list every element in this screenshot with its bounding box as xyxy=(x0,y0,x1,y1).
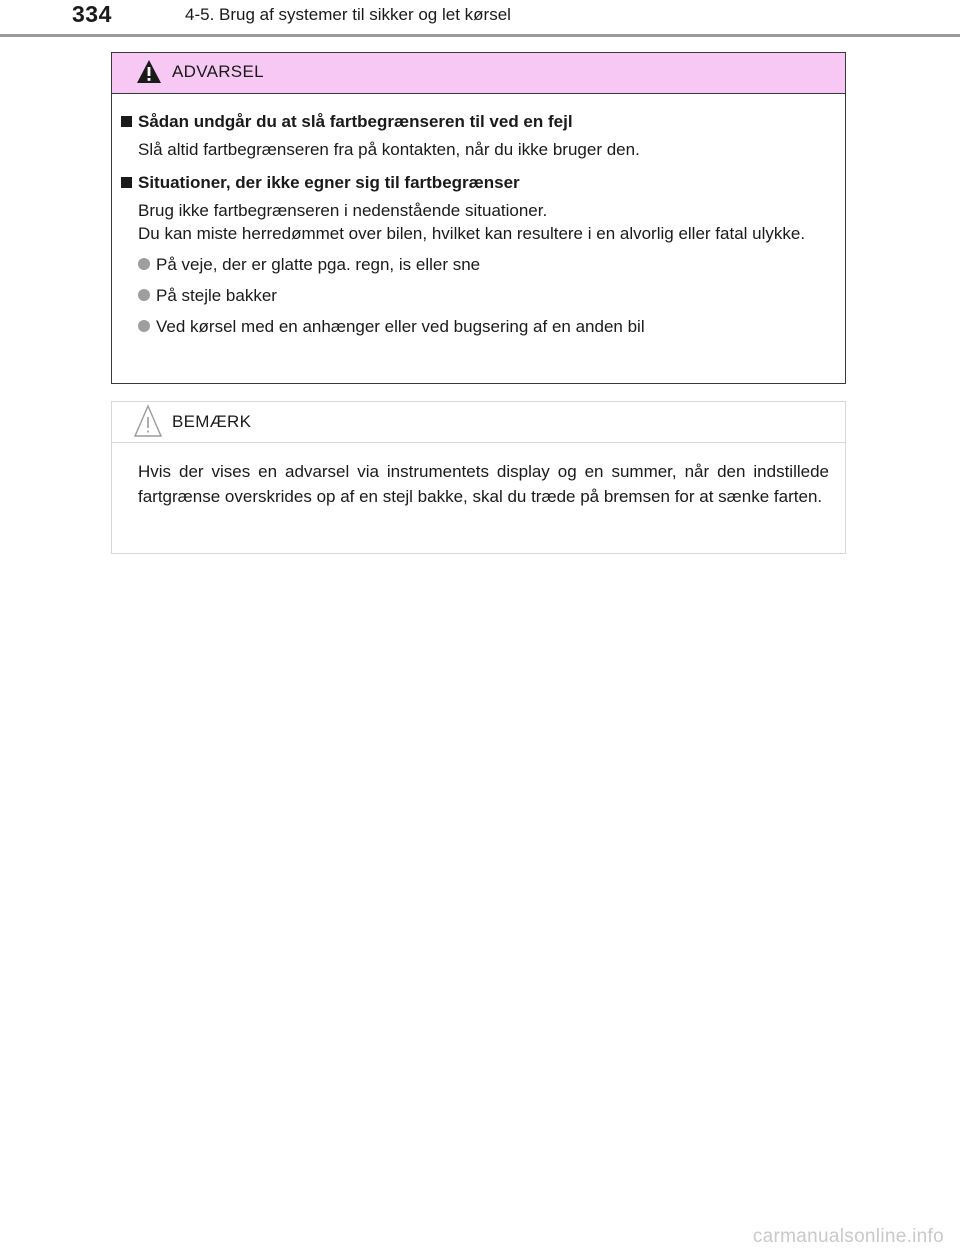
square-bullet-icon xyxy=(121,177,132,188)
bullet-text: På veje, der er glatte pga. regn, is eller sne xyxy=(156,255,481,274)
warning-item-text-line: Brug ikke fartbegrænseren i nedenstående situationer. xyxy=(138,201,548,220)
warning-body xyxy=(112,94,845,338)
section-title: 4-5. Brug af systemer til sikker og let kørsel xyxy=(185,5,511,24)
warning-item-text-line: Du kan miste herredømmet over bilen, hvilket kan resultere i en alvorlig eller fatal ulykke. xyxy=(138,224,806,243)
warning-item-text xyxy=(121,199,829,245)
circle-bullet-icon xyxy=(138,320,150,332)
warning-item xyxy=(121,110,829,161)
square-bullet-icon xyxy=(121,116,132,127)
note-header xyxy=(112,402,845,443)
bullet-item xyxy=(121,253,829,276)
bullet-text: På stejle bakker xyxy=(156,286,277,305)
warning-header xyxy=(112,53,845,94)
caution-outline-icon xyxy=(133,404,163,438)
note-text: Hvis der vises en advarsel via instrumentets display og en summer, når den indstillede fartgrænse overskrides op af en stejl bakke, skal du træde på bremsen for at sænke farten. xyxy=(138,462,829,506)
warning-item-heading-text: Sådan undgår du at slå fartbegrænseren til ved en fejl xyxy=(138,112,573,131)
warning-item-heading xyxy=(121,110,829,133)
note-box xyxy=(111,401,846,554)
circle-bullet-icon xyxy=(138,289,150,301)
note-title: BEMÆRK xyxy=(172,412,252,431)
warning-item-heading-text: Situationer, der ikke egner sig til fartbegrænser xyxy=(138,173,520,192)
warning-box xyxy=(111,52,846,384)
warning-item xyxy=(121,171,829,338)
warning-triangle-icon xyxy=(136,59,162,85)
page-header xyxy=(0,0,960,40)
bullet-text: Ved kørsel med en anhænger eller ved bugsering af en anden bil xyxy=(156,317,645,336)
page-number: 334 xyxy=(72,1,112,27)
watermark: carmanualsonline.info xyxy=(752,1226,944,1247)
header-divider xyxy=(0,34,960,37)
warning-title: ADVARSEL xyxy=(172,62,264,81)
bullet-item xyxy=(121,284,829,307)
warning-item-text: Slå altid fartbegrænseren fra på kontakten, når du ikke bruger den. xyxy=(138,140,640,159)
warning-item-heading xyxy=(121,171,829,194)
bullet-item xyxy=(121,315,829,338)
circle-bullet-icon xyxy=(138,258,150,270)
